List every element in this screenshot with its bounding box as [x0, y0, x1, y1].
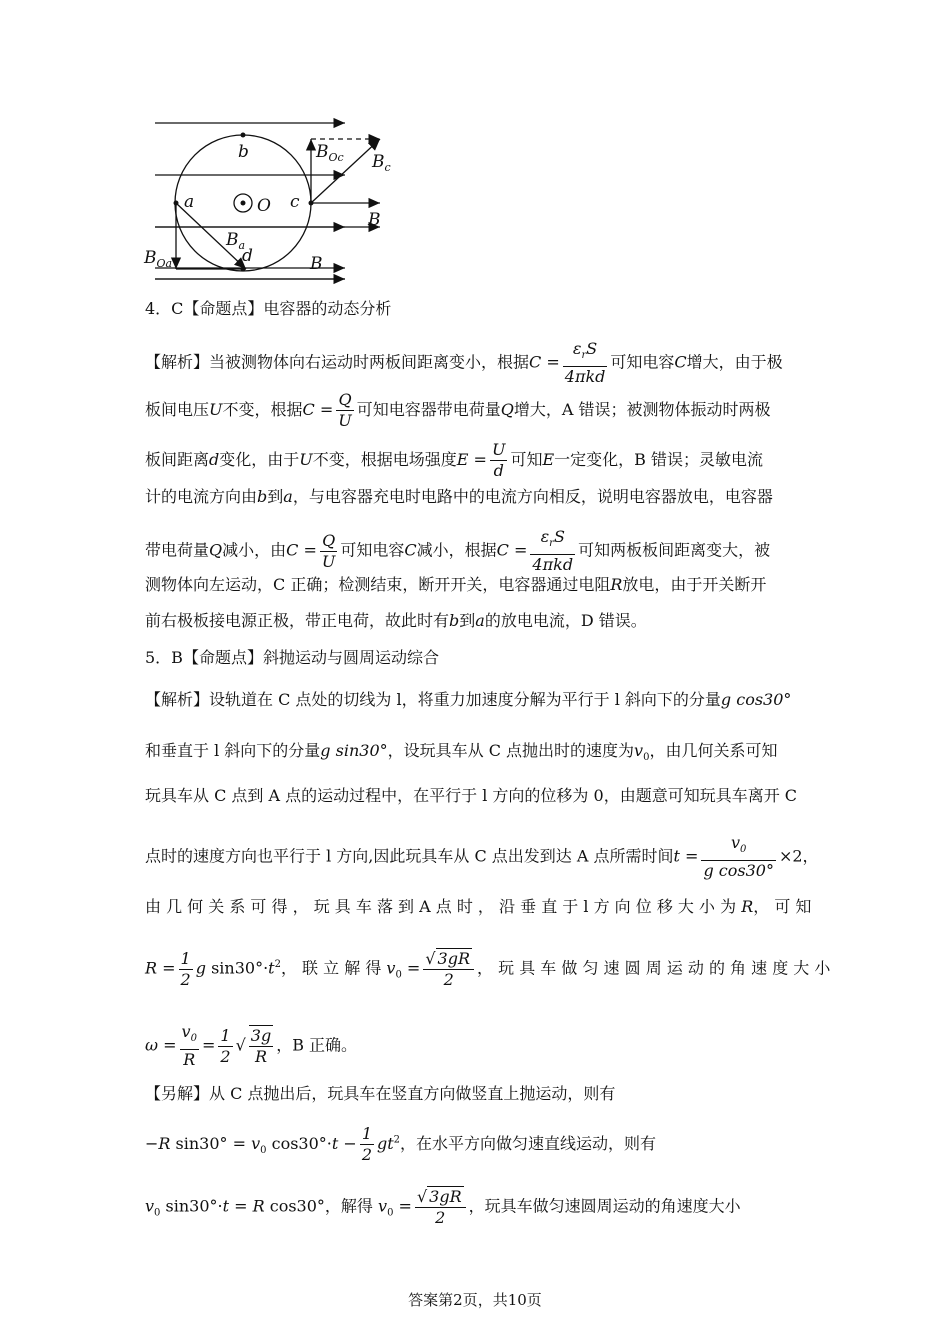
- label-c: c: [290, 192, 300, 212]
- q5-alt-2: −R $\sin 30^\circ = v_0$ cos30°·t − $\frac{1}{2}$ $gt^2$，在水平方向做匀速直线运动，则有: [145, 1124, 657, 1164]
- q5-line-1: 【解析】设轨道在 C 点处的切线为 l，将重力加速度分解为平行于 l 斜向下的分量g cos30°: [145, 690, 792, 709]
- point-c: [309, 201, 314, 206]
- point-d: [241, 267, 246, 272]
- label-B-right: B: [368, 210, 381, 230]
- label-O: O: [257, 196, 271, 216]
- center-dot: [241, 201, 246, 206]
- q4-line-1: 【解析】当被测物体向右运动时两板间距离变小，根据C = $\frac{\varepsilon_rS}{\text{4πkd}}$ 可知电容C增大，由于极: [145, 339, 783, 387]
- q4-line-6: 测物体向左运动，C 正确；检测结束，断开开关，电容器通过电阻R放电，由于开关断开: [145, 575, 767, 594]
- q5-line-4: 点时的速度方向也平行于 l 方向,因此玩具车从 C 点出发到达 A 点所需时间t = $\frac{v_0}{\text{g cos30°}}$ ×2，: [145, 833, 819, 881]
- q5-alt-1: 【另解】从 C 点抛出后，玩具车在竖直方向做竖直上抛运动，则有: [145, 1084, 616, 1103]
- label-Bc: $B_c$: [372, 152, 391, 174]
- label-d: d: [242, 246, 253, 266]
- q4-line-3: 板间距离d变化，由于U不变，根据电场强度E = $\frac{U}{d}$ 可知E一定变化，B 错误；灵敏电流: [145, 440, 764, 480]
- label-B0c: $B_{Oc}$: [316, 142, 344, 164]
- q5-line-3: 玩具车从 C 点到 A 点的运动过程中，在平行于 l 方向的位移为 0，由题意可知玩具车离开 C: [145, 786, 798, 805]
- q5-alt-3: $v_0$ sin30°·t = R cos30°，解得 $v_0$ = $\frac{√ 3gR}{2}$ ，玩具车做匀速圆周运动的角速度大小: [145, 1187, 741, 1227]
- q4-line-4: 计的电流方向由b到a，与电容器充电时电路中的电流方向相反，说明电容器放电，电容器: [145, 487, 773, 506]
- q5-line-5: 由 几 何 关 系 可 得 ， 玩 具 车 落 到 A 点 时 ， 沿 垂 直 于 l 方 向 位 移 大 小 为 R， 可 知: [145, 897, 812, 916]
- q5-line-7: ω = $\frac{v_0}{R}$ = $\frac{1}{2}$ √ $\frac{3g}{R}$ ，B 正确。: [145, 1022, 358, 1070]
- q5-line-2: 和垂直于 l 斜向下的分量g sin30°，设玩具车从 C 点抛出时的速度为$v_0$，由几何关系可知: [145, 741, 778, 764]
- q4-line-7: 前右极板接电源正极，带正电荷，故此时有b到a的放电电流，D 错误。: [145, 611, 647, 630]
- label-b: b: [238, 142, 249, 162]
- label-B0a: $B_{Oa}$: [144, 248, 173, 270]
- label-Ba: $B_a$: [226, 230, 246, 252]
- label-a: a: [184, 192, 195, 212]
- q4-line-5: 带电荷量Q减小，由C = $\frac{Q}{U}$ 可知电容C减小，根据C = $\frac{\varepsilon_rS}{\text{4πkd}}$ 可知两板板间距离变大，被: [145, 527, 771, 575]
- q5-line-6: R = $\frac{1}{2}$ g $\sin 30^\circ\cdot t^2$， 联 立 解 得 $v_0$ = $\frac{√ 3gR}{2}$ ， 玩 具 车 做 匀 速 圆 周 运 动 的 角 速 度 大 小: [145, 948, 831, 989]
- q4-line-2: 板间电压U不变，根据C = $\frac{Q}{U}$ 可知电容器带电荷量Q增大，A 错误；被测物体振动时两极: [145, 390, 771, 430]
- q4-title: 4．C【命题点】电容器的动态分析: [145, 299, 392, 318]
- point-a: [174, 201, 179, 206]
- point-b: [241, 133, 246, 138]
- page-footer: 答案第2页，共10页: [408, 1291, 542, 1309]
- label-B-bottom: B: [310, 254, 323, 274]
- q5-title: 5．B【命题点】斜抛运动与圆周运动综合: [145, 648, 439, 667]
